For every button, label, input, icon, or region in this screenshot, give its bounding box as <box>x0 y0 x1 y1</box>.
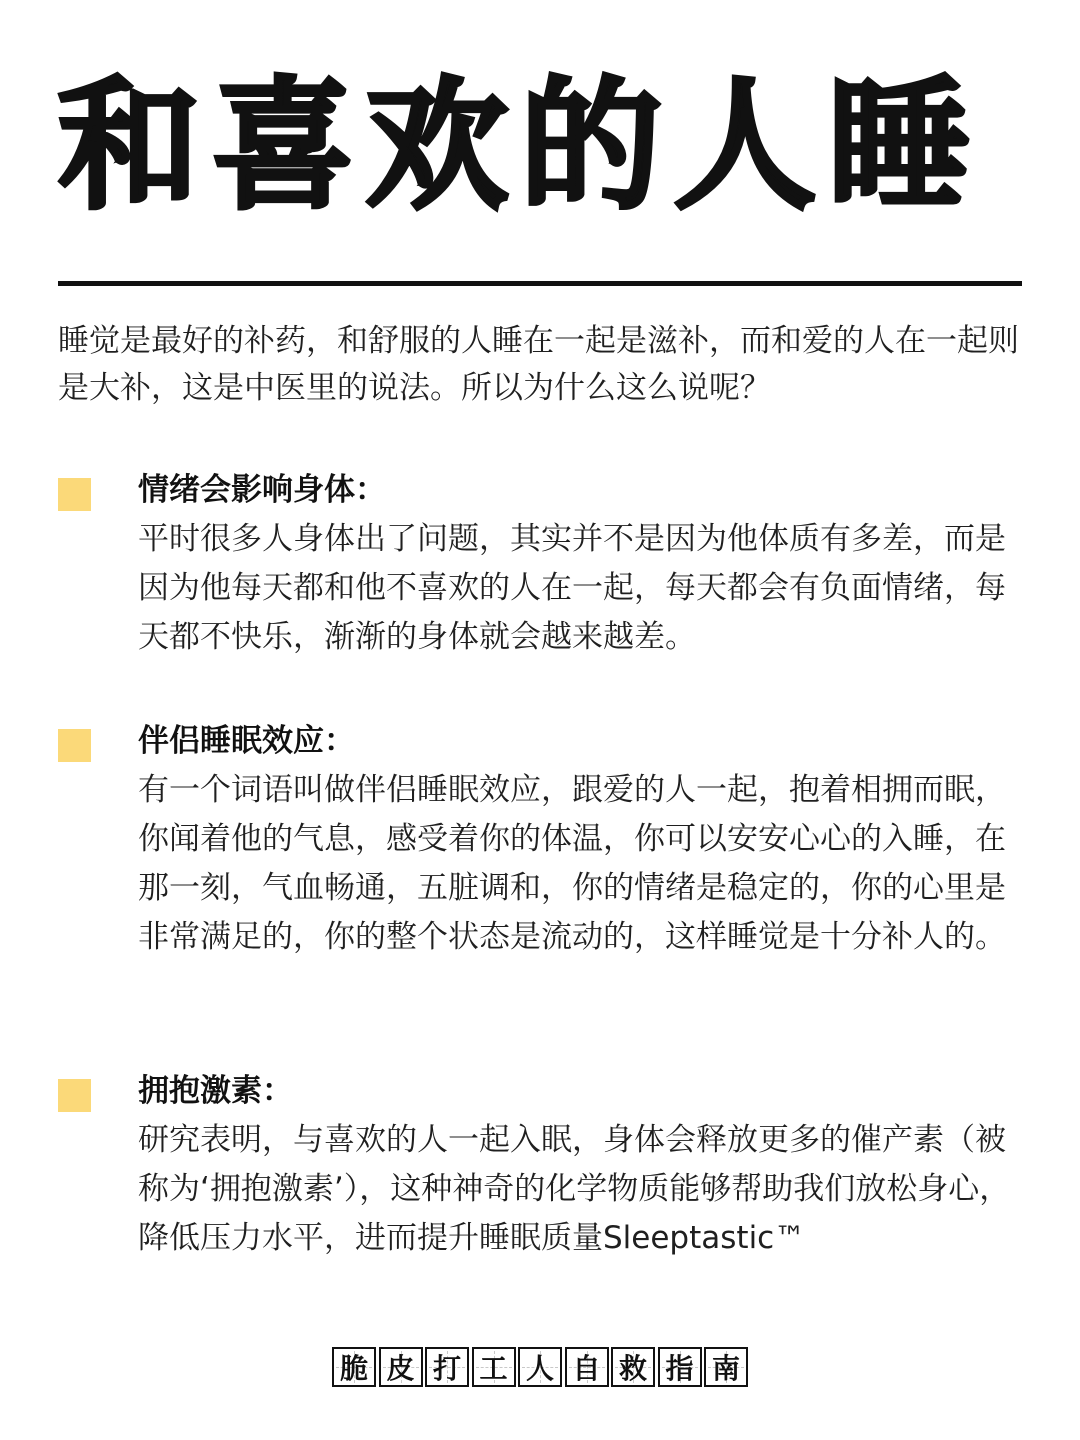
footer-char: 人 <box>518 1347 562 1387</box>
footer-char: 工 <box>472 1347 516 1387</box>
footer-char: 指 <box>658 1347 702 1387</box>
yellow-square-marker <box>58 729 91 762</box>
section-heading: 拥抱激素： <box>138 1073 293 1109</box>
footer-char: 打 <box>425 1347 469 1387</box>
footer-char: 皮 <box>379 1347 423 1387</box>
yellow-square-marker <box>58 1079 91 1112</box>
section-text: 研究表明，与喜欢的人一起入眠，身体会释放更多的催产素（被称为‘拥抱激素’），这种神奇的化学物质能够帮助我们放松身心，降低压力水平，进而提升睡眠质量Sleeptastic™ <box>138 1122 1011 1256</box>
footer-char: 自 <box>565 1347 609 1387</box>
section-partner-sleep <box>58 717 1022 962</box>
section-heading: 情绪会影响身体： <box>138 472 386 508</box>
footer-char: 救 <box>611 1347 655 1387</box>
page-title: 和喜欢的人睡 <box>58 64 982 229</box>
section-hug-hormone <box>58 1067 1022 1263</box>
intro-paragraph: 睡觉是最好的补药，和舒服的人睡在一起是滋补，而和爱的人在一起则是大补，这是中医里的说法。所以为什么这么说呢？ <box>58 323 1019 406</box>
section-text: 有一个词语叫做伴侣睡眠效应，跟爱的人一起，抱着相拥而眠，你闻着他的气息，感受着你的体温，你可以安安心心的入睡，在那一刻，气血畅通，五脏调和，你的情绪是稳定的，你的心里是非常满足的，你的整个状态是流动的，这样睡觉是十分补人的。 <box>138 772 1006 955</box>
section-body <box>138 1067 1018 1263</box>
footer-stamp <box>332 1347 751 1393</box>
footer-char: 南 <box>704 1347 748 1387</box>
yellow-square-marker <box>58 478 91 511</box>
section-heading: 伴侣睡眠效应： <box>138 723 355 759</box>
section-body <box>138 466 1018 662</box>
section-emotion <box>58 466 1022 662</box>
section-text: 平时很多人身体出了问题，其实并不是因为他体质有多差，而是因为他每天都和他不喜欢的人在一起，每天都会有负面情绪，每天都不快乐，渐渐的身体就会越来越差。 <box>138 521 1006 655</box>
footer-char: 脆 <box>332 1347 376 1387</box>
section-body <box>138 717 1018 962</box>
title-divider <box>58 281 1022 286</box>
